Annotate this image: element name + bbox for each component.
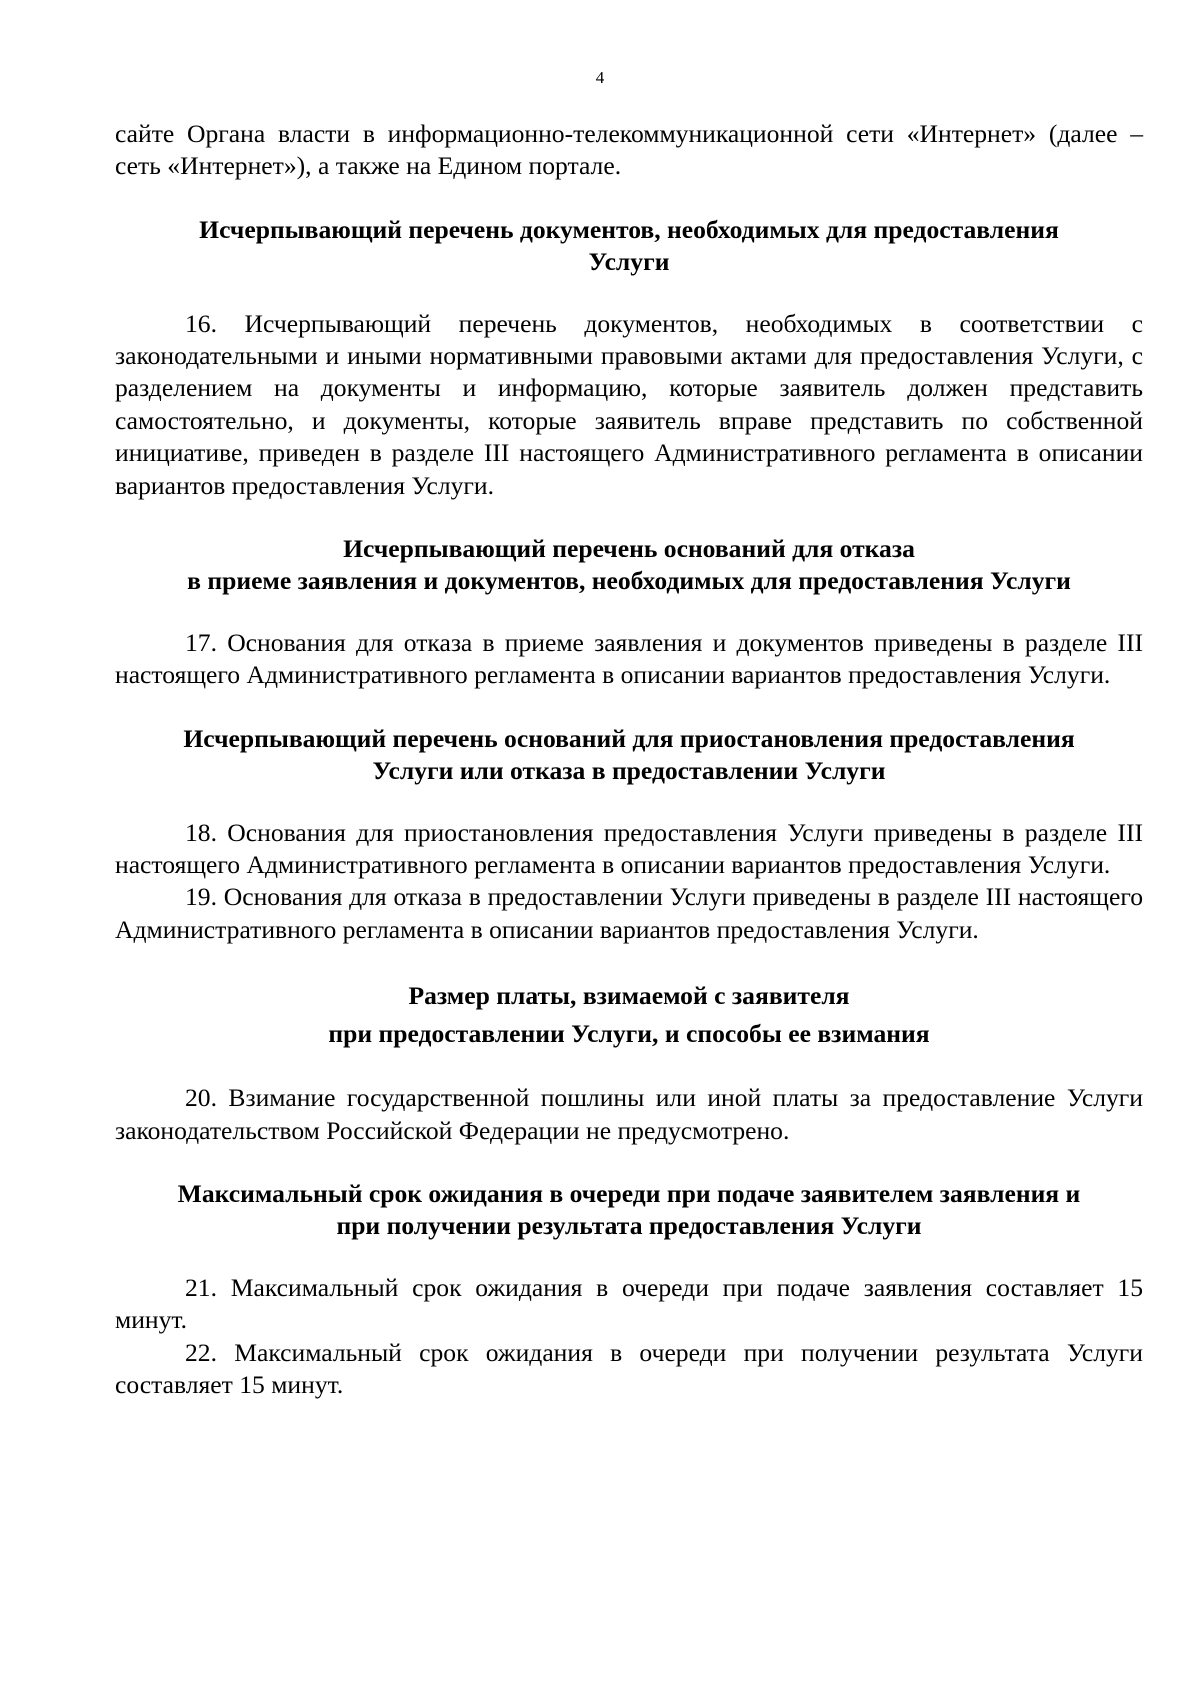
heading-line: Исчерпывающий перечень оснований для отказа <box>343 534 915 564</box>
heading-line: Размер платы, взимаемой с заявителя <box>408 981 850 1011</box>
paragraph-17: 17. Основания для отказа в приеме заявления и документов приведены в разделе III настоящего Административного регламента в описании вариантов предоставления Услуги. <box>115 627 1143 690</box>
heading-line: Исчерпывающий перечень документов, необходимых для предоставления <box>199 214 1059 244</box>
paragraph-22: 22. Максимальный срок ожидания в очереди при получении результата Услуги составляет 15 минут. <box>115 1337 1143 1399</box>
paragraph-21: 21. Максимальный срок ожидания в очереди при подаче заявления составляет 15 минут. <box>115 1272 1143 1335</box>
heading-line: Услуги <box>588 247 670 277</box>
section-heading-documents-list <box>115 214 1143 279</box>
paragraph-19: 19. Основания для отказа в предоставлении Услуги приведены в разделе III настоящего Административного регламента в описании вариантов предоставления Услуги. <box>115 882 1143 944</box>
document-body <box>115 118 1143 1401</box>
heading-line: при предоставлении Услуги, и способы ее взимания <box>328 1019 930 1049</box>
paragraph-18: 18. Основания для приостановления предоставления Услуги приведены в разделе III настоящего Административного регламента в описании вариантов предоставления Услуги. <box>115 817 1143 879</box>
heading-line: Услуги или отказа в предоставлении Услуги <box>372 756 886 786</box>
heading-line: при получении результата предоставления Услуги <box>336 1211 922 1241</box>
section-heading-queue-time <box>115 1178 1143 1243</box>
heading-line: Исчерпывающий перечень оснований для приостановления предоставления <box>183 723 1075 753</box>
paragraph-16: 16. Исчерпывающий перечень документов, необходимых в соответствии с законодательными и иными нормативными правовыми актами для предоставления Услуги, с разделением на документы и информацию, которые заявитель должен представить самостоятельно, и документы, которые заявитель вправе представить по собственной инициативе, приведен в разделе III настоящего Административного регламента в описании вариантов предоставления Услуги. <box>115 308 1143 500</box>
section-heading-refusal-acceptance <box>115 533 1143 598</box>
intro-paragraph: сайте Органа власти в информационно-телекоммуникационной сети «Интернет» (далее – сеть «Интернет»), а также на Едином портале. <box>115 119 1143 181</box>
section-heading-suspension-refusal <box>115 723 1143 788</box>
section-heading-fee <box>115 977 1143 1053</box>
heading-line: Максимальный срок ожидания в очереди при подаче заявителем заявления и <box>177 1178 1081 1208</box>
paragraph-20: 20. Взимание государственной пошлины или иной платы за предоставление Услуги законодательством Российской Федерации не предусмотрено. <box>115 1083 1143 1145</box>
page-number: 4 <box>595 68 605 87</box>
heading-line: в приеме заявления и документов, необходимых для предоставления Услуги <box>187 566 1071 596</box>
